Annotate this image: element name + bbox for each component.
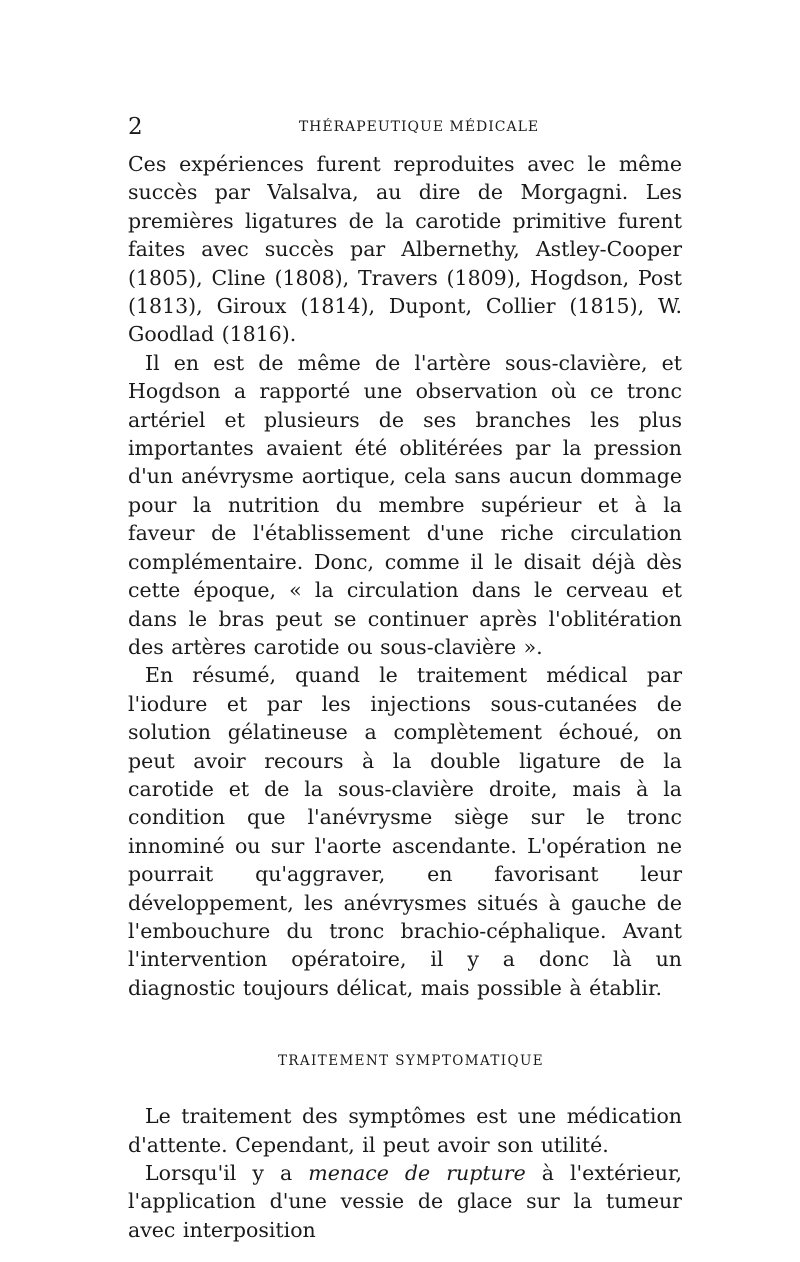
paragraph-5-start: Lorsqu'il y a (145, 1161, 309, 1185)
running-head (128, 112, 682, 142)
paragraph-3: En résumé, quand le traitement médical par l'iodure et par les injections sous-cutanées de solution gélatineuse a complètement échoué, on peut avoir recours à la double ligature de la carotide et de la sous-clavière droite, mais à la condition que l'anévrysme siège sur le tronc innominé ou sur l'aorte ascendante. L'opération ne pourrait qu'aggraver, en favorisant leur développement, les anévrysmes situés à gauche de l'embouchure du tronc brachio-céphalique. Avant l'intervention opératoire, il y a donc là un diagnostic toujours délicat, mais possible à établir. (128, 663, 682, 1000)
paragraph-5 (128, 1159, 682, 1244)
page-number: 2 (128, 114, 143, 140)
running-title: THÉRAPEUTIQUE MÉDICALE (298, 119, 540, 135)
paragraph-1: Ces expériences furent reproduites avec le même succès par Valsalva, au dire de Morgagni. Les premières ligatures de la carotide primitive furent faites avec succès par Albernethy, Astley-Cooper (1805), Cline (1808), Travers (1809), Hogdson, Post (1813), Giroux (1814), Dupont, Collier (1815), W. Goodlad (1816). (128, 152, 682, 347)
paragraph-2: Il en est de même de l'artère sous-clavière, et Hogdson a rapporté une observation où ce tronc artériel et plusieurs de ses branches les plus importantes avaient été oblitérées par la pression d'un anévrysme aortique, cela sans aucun dommage pour la nutrition du membre supérieur et à la faveur de l'établissement d'une riche circulation complémentaire. Donc, comme il le disait déjà dès cette époque, « la circulation dans le cerveau et dans le bras peut se continuer après l'oblitération des artères carotide ou sous-clavière ». (128, 350, 682, 659)
book-page (128, 112, 682, 1244)
paragraph-5-italic: menace de rupture (308, 1161, 526, 1185)
section-title: TRAITEMENT SYMPTOMATIQUE (277, 1053, 545, 1070)
paragraph-4: Le traitement des symptômes est une médication d'attente. Cependant, il peut avoir son utilité. (128, 1104, 682, 1157)
paragraph-5-end: à l'extérieur, l'application d'une vessie de glace sur la tumeur avec interposition (128, 1161, 683, 1242)
